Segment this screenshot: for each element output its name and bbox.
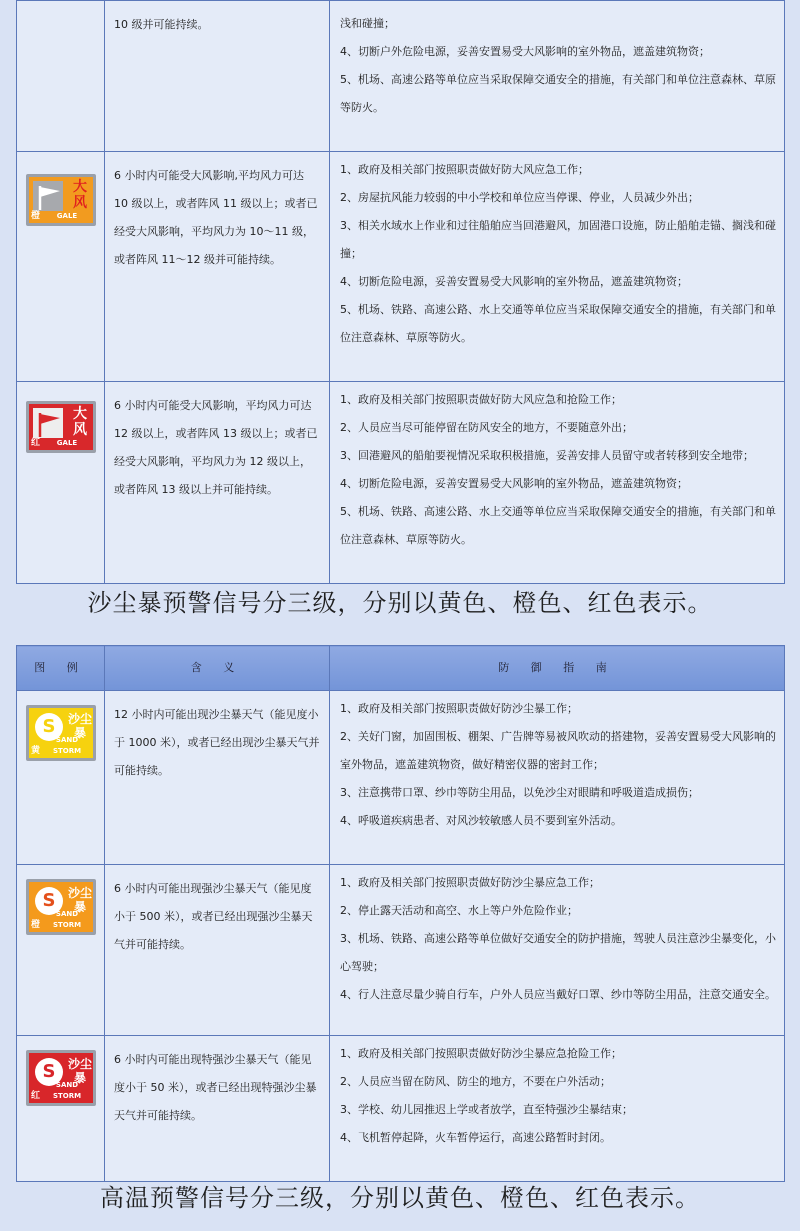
english-label: SAND STORM bbox=[52, 910, 82, 929]
s-letter: S bbox=[42, 1061, 56, 1082]
icon-characters bbox=[66, 179, 94, 211]
legend-cell bbox=[17, 1036, 105, 1182]
sandstorm-section-heading: 沙尘暴预警信号分三级，分别以黄色、橙色、红色表示。 bbox=[87, 589, 713, 617]
meaning-cell: 6 小时内可能受大风影响，平均风力可达 12 级以上，或者阵风 13 级以上；或者已经受大风影响，平均风力为 12 级以上，或者阵风 13 级以上并可能持续。 bbox=[105, 382, 330, 584]
guidance-line: 4、行人注意尽量少骑自行车，户外人员应当戴好口罩、纱巾等防尘用品，注意交通安全。 bbox=[340, 988, 776, 1001]
icon-characters: 沙尘暴 bbox=[67, 886, 92, 914]
icon-char-top: 大 bbox=[73, 179, 87, 195]
english-label: SAND STORM bbox=[52, 1081, 82, 1100]
guidance-line: 5、机场、铁路、高速公路、水上交通等单位应当采取保障交通安全的措施，有关部门和单位注意森林、草原等防火。 bbox=[340, 303, 776, 344]
meaning-cell: 6 小时内可能出现特强沙尘暴天气（能见度小于 50 米），或者已经出现特强沙尘暴天气并可能持续。 bbox=[105, 1036, 330, 1182]
level-label: 红 bbox=[31, 1091, 41, 1101]
guidance-line: 5、机场、高速公路等单位应当采取保障交通安全的措施，有关部门和单位注意森林、草原 bbox=[340, 73, 776, 86]
guidance-line: 4、飞机暂停起降，火车暂停运行，高速公路暂时封闭。 bbox=[340, 1131, 611, 1144]
level-label: 橙 bbox=[31, 211, 41, 221]
meaning-cell: 12 小时内可能出现沙尘暴天气（能见度小于 1000 米），或者已经出现沙尘暴天气并可能持续。 bbox=[105, 691, 330, 865]
s-letter: S bbox=[42, 716, 56, 737]
legend-cell bbox=[17, 1, 105, 152]
sandstorm-orange-icon bbox=[26, 879, 96, 935]
sandstorm-warning-table bbox=[16, 645, 785, 1182]
sandstorm-red-icon bbox=[26, 1050, 96, 1106]
icon-char-bottom: 风 bbox=[73, 195, 87, 211]
table-header-row bbox=[17, 646, 785, 691]
guidance-line: 3、相关水域水上作业和过往船舶应当回港避风，加固港口设施，防止船舶走锚、搁浅和碰撞； bbox=[340, 219, 776, 260]
guidance-line: 2、人员应当留在防风、防尘的地方，不要在户外活动； bbox=[340, 1075, 611, 1088]
gale-red-icon bbox=[26, 401, 96, 453]
guidance-cell bbox=[330, 152, 785, 382]
guidance-line: 2、房屋抗风能力较弱的中小学校和单位应当停课、停业，人员减少外出； bbox=[340, 191, 699, 204]
guidance-line: 2、人员应当尽可能停留在防风安全的地方，不要随意外出； bbox=[340, 421, 633, 434]
guidance-line: 3、机场、铁路、高速公路等单位做好交通安全的防护措施，驾驶人员注意沙尘暴变化，小心驾驶； bbox=[340, 932, 776, 973]
guidance-line: 3、注意携带口罩、纱巾等防尘用品，以免沙尘对眼睛和呼吸道造成损伤； bbox=[340, 786, 699, 799]
table-row bbox=[17, 691, 785, 865]
guidance-line: 4、切断危险电源，妥善安置易受大风影响的室外物品，遮盖建筑物资； bbox=[340, 477, 688, 490]
heat-section-heading: 高温预警信号分三级，分别以黄色、橙色、红色表示。 bbox=[100, 1184, 700, 1212]
table-row bbox=[17, 1, 785, 152]
guidance-line: 4、切断户外危险电源，妥善安置易受大风影响的室外物品，遮盖建筑物资； bbox=[340, 45, 710, 58]
guidance-line: 浅和碰撞； bbox=[340, 17, 395, 30]
guidance-line: 4、切断危险电源，妥善安置易受大风影响的室外物品，遮盖建筑物资； bbox=[340, 275, 688, 288]
guidance-line: 1、政府及相关部门按照职责做好防大风应急工作； bbox=[340, 163, 589, 176]
table-row bbox=[17, 382, 785, 584]
level-label: 红 bbox=[31, 438, 41, 448]
legend-cell bbox=[17, 152, 105, 382]
windsock-flag-icon bbox=[34, 409, 64, 439]
icon-characters bbox=[66, 406, 94, 438]
guidance-line: 3、回港避风的船舶要视情况采取积极措施，妥善安排人员留守或者转移到安全地带； bbox=[340, 449, 754, 462]
legend-cell bbox=[17, 865, 105, 1036]
legend-header: 图 例 bbox=[17, 646, 105, 691]
guidance-cell bbox=[330, 691, 785, 865]
guidance-line: 3、学校、幼儿园推迟上学或者放学，直至特强沙尘暴结束； bbox=[340, 1103, 633, 1116]
guidance-cell bbox=[330, 1036, 785, 1182]
english-label: GALE bbox=[56, 439, 78, 447]
meaning-cell: 6 小时内可能受大风影响,平均风力可达 10 级以上，或者阵风 11 级以上；或者已经受大风影响，平均风力为 10～11 级，或者阵风 11～12 级并可能持续。 bbox=[105, 152, 330, 382]
level-label: 黄 bbox=[31, 746, 41, 756]
icon-characters: 沙尘暴 bbox=[67, 712, 92, 740]
gale-orange-icon bbox=[26, 174, 96, 226]
windsock-flag-icon bbox=[34, 182, 64, 212]
icon-char-top: 大 bbox=[73, 406, 87, 422]
guidance-cell bbox=[330, 1, 785, 152]
icon-characters: 沙尘暴 bbox=[67, 1057, 92, 1085]
table-row bbox=[17, 1036, 785, 1182]
meaning-cell: 6 小时内可能出现强沙尘暴天气（能见度小于 500 米），或者已经出现强沙尘暴天气并可能持续。 bbox=[105, 865, 330, 1036]
guidance-line: 1、政府及相关部门按照职责做好防沙尘暴应急工作； bbox=[340, 876, 600, 889]
guidance-cell bbox=[330, 865, 785, 1036]
guidance-line: 5、机场、铁路、高速公路、水上交通等单位应当采取保障交通安全的措施，有关部门和单位注意森林、草原等防火。 bbox=[340, 505, 776, 546]
table-row bbox=[17, 152, 785, 382]
guidance-line: 1、政府及相关部门按照职责做好防沙尘暴应急抢险工作； bbox=[340, 1047, 622, 1060]
guidance-line: 2、停止露天活动和高空、水上等户外危险作业； bbox=[340, 904, 578, 917]
legend-cell bbox=[17, 382, 105, 584]
table-row bbox=[17, 865, 785, 1036]
guidance-cell bbox=[330, 382, 785, 584]
level-label: 橙 bbox=[31, 920, 41, 930]
guidance-line: 1、政府及相关部门按照职责做好防大风应急和抢险工作； bbox=[340, 393, 622, 406]
guidance-line: 1、政府及相关部门按照职责做好防沙尘暴工作； bbox=[340, 702, 578, 715]
s-letter: S bbox=[42, 890, 56, 911]
legend-cell bbox=[17, 691, 105, 865]
guidance-line: 2、关好门窗，加固围板、棚架、广告牌等易被风吹动的搭建物，妥善安置易受大风影响的室外物品，遮盖建筑物资，做好精密仪器的密封工作； bbox=[340, 730, 776, 771]
meaning-cell: 10 级并可能持续。 bbox=[105, 1, 330, 152]
english-label: GALE bbox=[56, 212, 78, 220]
guide-header: 防 御 指 南 bbox=[330, 646, 785, 691]
icon-char-bottom: 风 bbox=[73, 422, 87, 438]
gale-warning-table bbox=[16, 0, 785, 584]
guidance-line: 4、呼吸道疾病患者、对风沙较敏感人员不要到室外活动。 bbox=[340, 814, 622, 827]
guidance-line: 等防火。 bbox=[340, 101, 384, 114]
english-label: SAND STORM bbox=[52, 736, 82, 755]
meaning-header: 含 义 bbox=[105, 646, 330, 691]
sandstorm-yellow-icon bbox=[26, 705, 96, 761]
